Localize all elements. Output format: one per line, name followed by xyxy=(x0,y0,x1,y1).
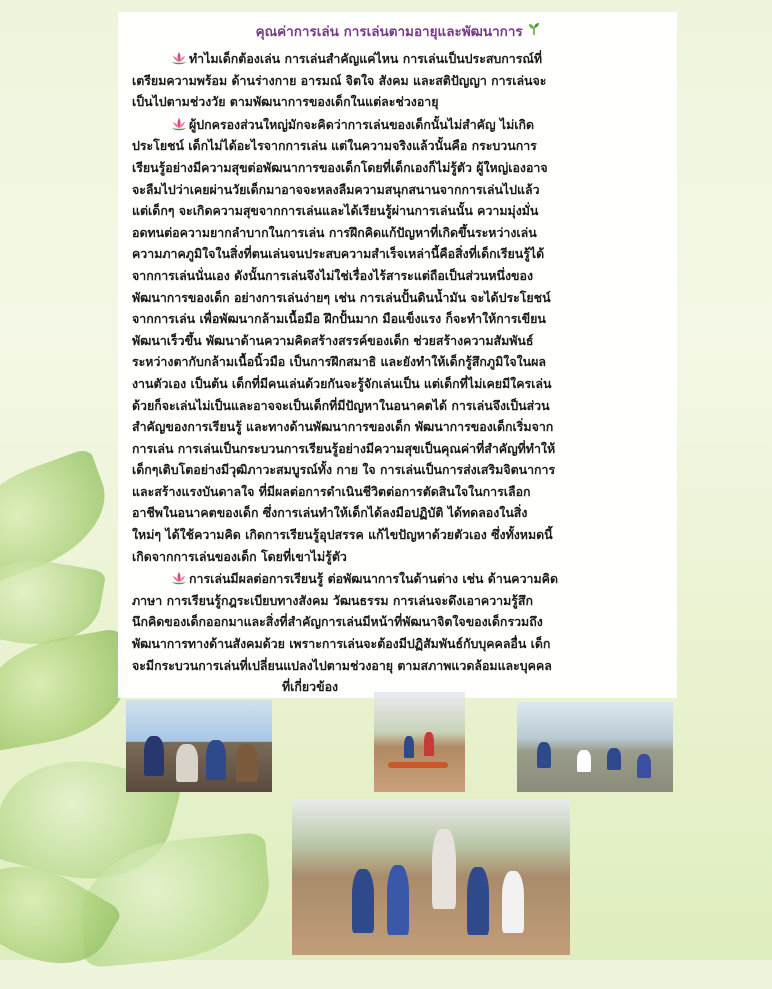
paragraph-line: แต่เด็กๆ จะเกิดความสุขจากการเล่นและได้เรียนรู้ผ่านการเล่นนั้น ความมุ่งมั่น xyxy=(132,203,539,219)
lotus-flower-icon xyxy=(170,117,189,132)
paragraph-line: เป็นไปตามช่วงวัย ตามพัฒนาการของเด็กในแต่ละช่วงอายุ xyxy=(132,94,439,110)
article-card xyxy=(118,12,677,698)
article-paragraph xyxy=(132,48,665,113)
article-title-text: คุณค่าการเล่น การเล่นตามอายุและพัฒนาการ xyxy=(255,24,523,40)
paragraph-line: สำคัญของการเรียนรู้ และทางด้านพัฒนาการของเด็ก พัฒนาการของเด็กเริ่มจาก xyxy=(132,419,554,435)
paragraph-line: ภาษา การเรียนรู้กฎระเบียบทางสังคม วัฒนธรรม การเล่นจะดึงเอาความรู้สึก xyxy=(132,592,533,608)
paragraph-line: ใหม่ๆ ได้ใช้ความคิด เกิดการเรียนรู้อุปสรรค แก้ไขปัญหาด้วยตัวเอง ซึ่งทั้งหมดนี้ xyxy=(132,527,553,543)
article-paragraph xyxy=(132,568,665,698)
paragraph-line: เกิดจากการเล่นของเด็ก โดยที่เขาไม่รู้ตัว xyxy=(132,548,347,564)
photo-children-playground xyxy=(374,692,465,792)
lotus-flower-icon xyxy=(170,571,189,586)
paragraph-line: พัฒนาการของเด็ก อย่างการเล่นง่ายๆ เช่น การเล่นปั้นดินน้ำมัน จะได้ประโยชน์ xyxy=(132,289,551,305)
paragraph-line: การเล่น การเล่นเป็นกระบวนการเรียนรู้อย่างมีความสุขเป็นคุณค่าที่สำคัญที่ทำให้ xyxy=(132,440,556,456)
article-title xyxy=(132,20,665,42)
paragraph-line: ความภาคภูมิใจในสิ่งที่ตนเล่นจนประสบความสำเร็จเหล่านี้คือสิ่งที่เด็กเรียนรู้ได้ xyxy=(132,246,545,262)
paragraph-line: เด็กๆเติบโตอย่างมีวุฒิภาวะสมบูรณ์ทั้ง กาย ใจ การเล่นเป็นการส่งเสริมจิตนาการ xyxy=(132,462,556,478)
paragraph-line: พัฒนาการทางด้านสังคมด้วย เพราะการเล่นจะต้องมีปฏิสัมพันธ์กับบุคคลอื่น เด็ก xyxy=(132,636,551,652)
paragraph-line: ทำไมเด็กต้องเล่น การเล่นสำคัญแค่ไหน การเล่นเป็นประสบการณ์ที่ xyxy=(189,51,543,66)
paragraph-line: จะมีกระบวนการเล่นที่เปลี่ยนแปลงไปตามช่วงอายุ ตามสภาพแวดล้อมและบุคคล xyxy=(132,657,552,673)
paragraph-line: ผู้ปกครองส่วนใหญ่มักจะคิดว่าการเล่นของเด็กนั้นไม่สำคัญ ไม่เกิด xyxy=(189,116,535,132)
paragraph-line: จะลืมไปว่าเคยผ่านวัยเด็กมาอาจจะหลงลืมความสนุกสนานจากการเล่นไปแล้ว xyxy=(132,181,540,197)
paragraph-line: จากการเล่น เพื่อพัฒนากล้ามเนื้อมือ ฝึกปั้นมาก มือแข็งแรง ก็จะทำให้การเขียน xyxy=(132,311,546,327)
paragraph-line: ประโยชน์ เด็กไม่ได้อะไรจากการเล่น แต่ในความจริงแล้วนั้นคือ กระบวนการ xyxy=(132,138,537,154)
background-leaf xyxy=(0,628,138,753)
paragraph-line: จากการเล่นนั่นเอง ดังนั้นการเล่นจึงไม่ใช่เรื่องไร้สาระแต่ถือเป็นส่วนหนึ่งของ xyxy=(132,267,534,283)
article-paragraph xyxy=(132,114,665,567)
article-body xyxy=(132,48,665,698)
paragraph-line: อดทนต่อความยากลำบากในการเล่น การฝึกคิดแก้ปัญหาที่เกิดขึ้นระหว่างเล่น xyxy=(132,224,537,240)
paragraph-line: เรียนรู้อย่างมีความสุขต่อพัฒนาการของเด็กโดยที่เด็กเองก็ไม่รู้ตัว ผู้ใหญ่เองอาจ xyxy=(132,159,548,175)
paragraph-line: พัฒนาเร็วขึ้น พัฒนาด้านความคิดสร้างสรรค์ของเด็ก ช่วยสร้างความสัมพันธ์ xyxy=(132,332,534,348)
lotus-flower-icon xyxy=(170,51,189,66)
paragraph-line: เตรียมความพร้อม ด้านร่างกาย อารมณ์ จิตใจ สังคม และสติปัญญา การเล่นจะ xyxy=(132,72,547,88)
paragraph-line: นึกคิดของเด็กออกมาและสิ่งที่สำคัญการเล่นมีหน้าที่พัฒนาจิตใจของเด็กรวมถึง xyxy=(132,614,543,630)
sprout-icon xyxy=(527,24,541,40)
paragraph-line: ระหว่างตากับกล้ามเนื้อนิ้วมือ เป็นการฝึกสมาธิ และยังทำให้เด็กรู้สึกภูมิใจในผล xyxy=(132,354,546,370)
paragraph-line: อาชีพในอนาคตของเด็ก ซึ่งการเล่นทำให้เด็กได้ลงมือปฏิบัติ ได้ทดลองในสิ่ง xyxy=(132,505,528,521)
photo-children-group-circle xyxy=(517,702,673,792)
paragraph-line: ที่เกี่ยวข้อง xyxy=(282,679,339,695)
photo-children-classroom xyxy=(126,700,272,792)
paragraph-line: งานตัวเอง เป็นต้น เด็กที่มีคนเล่นด้วยกันจะรู้จักเล่นเป็น แต่เด็กที่ไม่เคยมีใครเล่น xyxy=(132,375,552,391)
paragraph-line: ด้วยก็จะเล่นไม่เป็นและอาจจะเป็นเด็กที่มีปัญหาในอนาคตได้ การเล่นจึงเป็นส่วน xyxy=(132,397,550,413)
paragraph-line: และสร้างแรงบันดาลใจ ที่มีผลต่อการดำเนินชีวิตต่อการตัดสินใจในการเลือก xyxy=(132,483,531,499)
paragraph-line: การเล่นมีผลต่อการเรียนรู้ ต่อพัฒนาการในด้านต่าง เช่น ด้านความคิด xyxy=(189,571,558,587)
photo-children-outdoor-game xyxy=(292,799,570,955)
